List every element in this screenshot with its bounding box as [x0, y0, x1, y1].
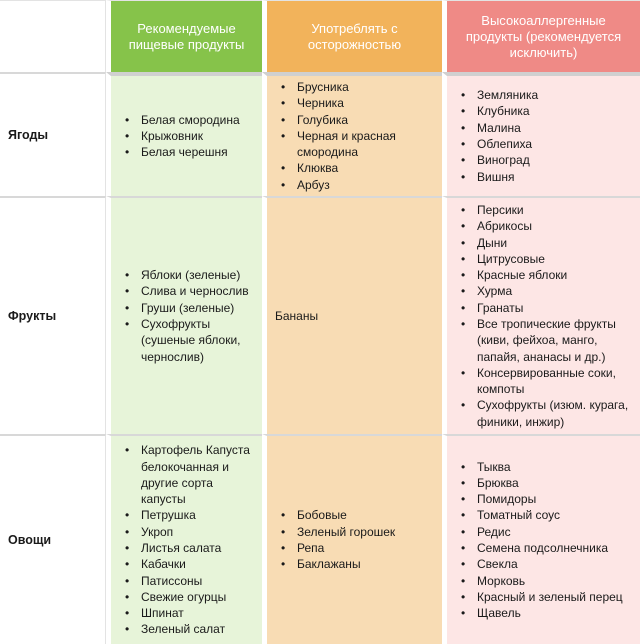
- list-item: • Красные яблоки: [477, 267, 634, 283]
- fruits-allergenic-cell: [442, 196, 640, 434]
- header-caution: [262, 0, 442, 72]
- list-item: • Белая черешня: [141, 144, 240, 160]
- item-list: [275, 507, 395, 572]
- berries-allergenic-cell: [442, 72, 640, 196]
- item-list: [455, 459, 623, 622]
- item-list: [455, 87, 538, 185]
- list-item: • Гранаты: [477, 300, 634, 316]
- berries-caution-cell: [262, 72, 442, 196]
- list-item: • Белая смородина: [141, 112, 240, 128]
- row-label-text: Ягоды: [8, 128, 49, 142]
- vegetables-allergenic-cell: [442, 434, 640, 644]
- item-list: [455, 202, 634, 430]
- list-item: • Яблоки (зеленые): [141, 267, 256, 283]
- list-item: • Щавель: [477, 605, 623, 621]
- item-list: [119, 442, 256, 638]
- list-item: • Репа: [297, 540, 395, 556]
- list-item: • Арбуз: [297, 177, 421, 193]
- list-item: • Цитрусовые: [477, 251, 634, 267]
- list-item: • Персики: [477, 202, 634, 218]
- item-list: [275, 79, 421, 193]
- header-allergenic: [442, 0, 640, 72]
- header-recommended: [106, 0, 262, 72]
- list-item: • Абрикосы: [477, 218, 634, 234]
- list-item: • Морковь: [477, 573, 623, 589]
- list-item: • Бобовые: [297, 507, 395, 523]
- row-label-text: Овощи: [8, 533, 52, 547]
- berries-recommended-cell: [106, 72, 262, 196]
- vegetables-recommended-cell: [106, 434, 262, 644]
- list-item: • Дыни: [477, 235, 634, 251]
- list-item: • Свекла: [477, 556, 623, 572]
- list-item: • Черная и красная смородина: [297, 128, 421, 161]
- list-item: • Хурма: [477, 283, 634, 299]
- vegetables-caution-cell: [262, 434, 442, 644]
- list-item: • Тыква: [477, 459, 623, 475]
- list-item: • Шпинат: [141, 605, 256, 621]
- item-list: [119, 267, 256, 365]
- item-list: [119, 112, 240, 161]
- list-item: • Сухофрукты (сушеные яблоки, чернослив): [141, 316, 256, 365]
- list-item: • Груши (зеленые): [141, 300, 256, 316]
- list-item: • Картофель Капуста белокочанная и другие сорта капусты: [141, 442, 256, 507]
- list-item: • Все тропические фрукты (киви, фейхоа, манго, папайя, ананасы и др.): [477, 316, 634, 365]
- list-item: • Слива и чернослив: [141, 283, 256, 299]
- row-label-fruits: [0, 196, 106, 434]
- list-item: • Укроп: [141, 524, 256, 540]
- list-item: • Клюква: [297, 160, 421, 176]
- list-item: • Зеленый салат: [141, 621, 256, 637]
- list-item: • Клубника: [477, 103, 538, 119]
- list-item: • Семена подсолнечника: [477, 540, 623, 556]
- list-item: • Зеленый горошек: [297, 524, 395, 540]
- row-label-berries: [0, 72, 106, 196]
- list-item: • Крыжовник: [141, 128, 240, 144]
- header-allergenic-text: Высокоаллергенные продукты (рекомендуется исключить): [465, 12, 622, 60]
- list-item: • Черника: [297, 95, 421, 111]
- list-item: • Красный и зеленый перец: [477, 589, 623, 605]
- list-item: • Вишня: [477, 169, 538, 185]
- list-item: • Баклажаны: [297, 556, 395, 572]
- list-item: • Брусника: [297, 79, 421, 95]
- fruits-caution-cell: [262, 196, 442, 434]
- list-item: • Малина: [477, 120, 538, 136]
- list-item: • Кабачки: [141, 556, 256, 572]
- list-item: • Свежие огурцы: [141, 589, 256, 605]
- list-item: • Брюква: [477, 475, 623, 491]
- list-item: • Листья салата: [141, 540, 256, 556]
- list-item: • Земляника: [477, 87, 538, 103]
- list-item: • Облепиха: [477, 136, 538, 152]
- fruits-recommended-cell: [106, 196, 262, 434]
- list-item: • Помидоры: [477, 491, 623, 507]
- list-item: • Консервированные соки, компоты: [477, 365, 634, 398]
- header-corner: [0, 0, 106, 72]
- row-label-vegetables: [0, 434, 106, 644]
- list-item: • Томатный соус: [477, 507, 623, 523]
- list-item: • Виноград: [477, 152, 538, 168]
- caution-text: Бананы: [275, 309, 319, 323]
- list-item: • Голубика: [297, 112, 421, 128]
- row-label-text: Фрукты: [8, 309, 57, 323]
- list-item: • Патиссоны: [141, 573, 256, 589]
- list-item: • Петрушка: [141, 507, 256, 523]
- list-item: • Сухофрукты (изюм. курага, финики, инжир): [477, 397, 634, 430]
- list-item: • Редис: [477, 524, 623, 540]
- header-caution-text: Употреблять с осторожностью: [307, 20, 402, 52]
- header-recommended-text: Рекомендуемые пищевые продукты: [128, 20, 245, 52]
